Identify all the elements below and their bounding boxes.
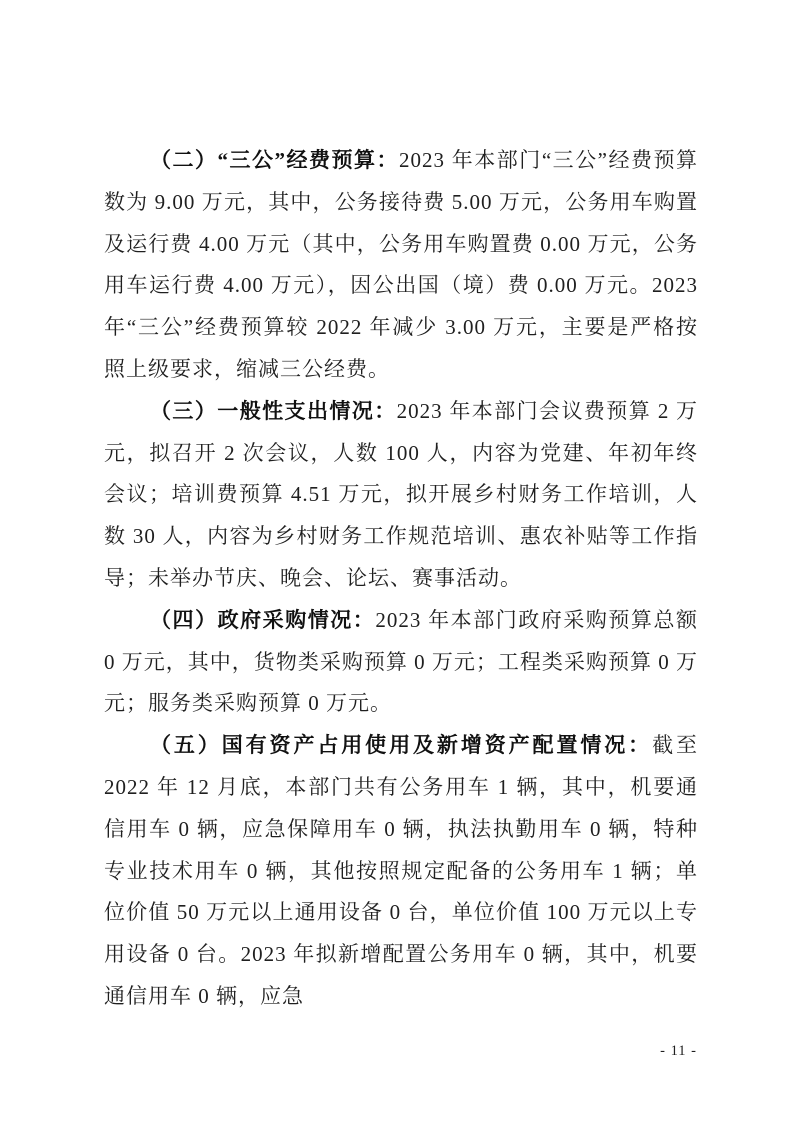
page-number: - 11 - — [660, 1043, 697, 1059]
paragraph-general-expenditure — [104, 391, 698, 600]
paragraph-heading: （三）一般性支出情况： — [150, 398, 397, 423]
paragraph-government-procurement — [104, 600, 698, 725]
paragraph-heading: （五）国有资产占用使用及新增资产配置情况： — [150, 733, 653, 758]
document-body — [104, 140, 698, 1018]
paragraph-sangong-budget — [104, 140, 698, 391]
paragraph-text: 2023 年本部门“三公”经费预算数为 9.00 万元，其中，公务接待费 5.00 万元，公务用车购置及运行费 4.00 万元（其中，公务用车购置费 0.00 万元，公务用车运行费 4.00 万元），因公出国（境）费 0.00 万元。2023 年“三公”经费预算较 2022 年减少 3.00 万元，主要是严格按照上级要求，缩减三公经费。 — [104, 148, 698, 381]
paragraph-state-assets — [104, 725, 698, 1018]
paragraph-heading: （二）“三公”经费预算： — [150, 148, 400, 172]
paragraph-text: 2023 年本部门会议费预算 2 万元，拟召开 2 次会议，人数 100 人，内容为党建、年初年终会议；培训费预算 4.51 万元，拟开展乡村财务工作培训，人数 30 人，内容为乡村财务工作规范培训、惠农补贴等工作指导；未举办节庆、晚会、论坛、赛事活动。 — [104, 398, 699, 590]
paragraph-heading: （四）政府采购情况： — [150, 607, 376, 632]
paragraph-text: 2023 年本部门政府采购预算总额 0 万元，其中，货物类采购预算 0 万元；工程类采购预算 0 万元；服务类采购预算 0 万元。 — [104, 607, 699, 716]
paragraph-text: 截至 2022 年 12 月底，本部门共有公务用车 1 辆，其中，机要通信用车 0 辆，应急保障用车 0 辆，执法执勤用车 0 辆，特种专业技术用车 0 辆，其他按照规定配备的公务用车 1 辆；单位价值 50 万元以上通用设备 0 台，单位价值 100 万元以上专用设备 0 台。2023 年拟新增配置公务用车 0 辆，其中，机要通信用车 0 辆，应急 — [104, 733, 699, 1008]
